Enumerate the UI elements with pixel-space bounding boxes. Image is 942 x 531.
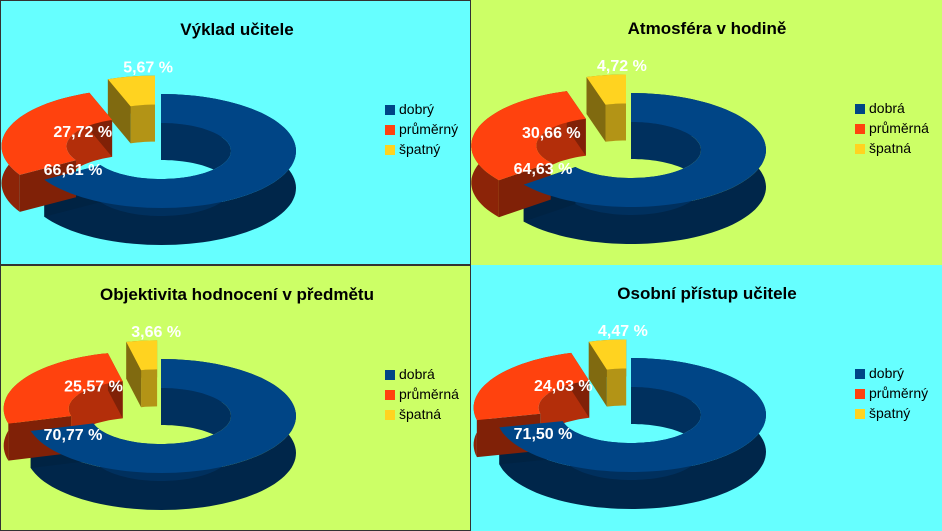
legend-swatch-slice-average <box>385 390 395 400</box>
legend-label-slice-poor: špatná <box>869 140 912 156</box>
slice-average-value-label: 27,72 % <box>53 124 113 141</box>
slice-good-value-label: 70,77 % <box>43 427 103 444</box>
slice-poor-value-label: 4,47 % <box>597 323 648 340</box>
legend-swatch-slice-poor <box>385 145 395 155</box>
donut-chart-svg <box>471 0 942 265</box>
slice-average-value-label: 25,57 % <box>64 378 123 396</box>
legend-swatch-slice-average <box>855 124 865 134</box>
legend-swatch-slice-average <box>855 389 865 399</box>
legend-label-slice-average: průměrný <box>869 385 929 401</box>
slice-good-value-label: 64,63 % <box>513 161 573 178</box>
legend-label-slice-poor: špatný <box>869 405 911 421</box>
chart-title: Atmosféra v hodině <box>627 19 787 38</box>
legend-swatch-slice-good <box>855 104 865 114</box>
chart-panel-atmosfera-v-hodine <box>471 0 942 265</box>
legend-swatch-slice-average <box>385 125 395 135</box>
legend-label-slice-good: dobrý <box>399 101 435 117</box>
donut-chart-svg <box>471 265 942 531</box>
legend-swatch-slice-good <box>385 370 395 380</box>
slice-poor-inner-wall <box>131 105 155 144</box>
chart-panel-objektivita-hodnoceni <box>0 265 471 531</box>
slice-good-value-label: 66,61 % <box>43 162 103 179</box>
legend-label-slice-average: průměrná <box>869 120 929 136</box>
slice-poor-value-label: 3,66 % <box>131 323 182 341</box>
slice-poor-value-label: 4,72 % <box>596 58 647 76</box>
legend-label-slice-good: dobrý <box>869 365 905 381</box>
chart-title: Osobní přístup učitele <box>617 284 797 303</box>
legend-label-slice-good: dobrá <box>869 100 905 116</box>
legend-swatch-slice-good <box>385 105 395 115</box>
slice-good-value-label: 71,50 % <box>513 426 573 443</box>
slice-average-value-label: 24,03 % <box>533 377 593 395</box>
donut-chart-svg <box>1 1 471 265</box>
chart-title: Výklad učitele <box>180 20 294 39</box>
legend-label-slice-poor: špatná <box>399 406 442 422</box>
legend-label-slice-poor: špatný <box>399 141 441 157</box>
chart-title: Objektivita hodnocení v předmětu <box>100 285 374 304</box>
donut-chart-svg <box>1 266 471 531</box>
legend-label-slice-average: průměrný <box>399 121 459 137</box>
legend-label-slice-average: průměrná <box>399 386 459 402</box>
slice-poor-value-label: 5,67 % <box>123 59 174 77</box>
legend-swatch-slice-poor <box>855 144 865 154</box>
legend-label-slice-good: dobrá <box>399 366 435 382</box>
legend-swatch-slice-poor <box>855 409 865 419</box>
slice-poor-inner-wall <box>141 369 157 407</box>
chart-panel-vyklad-ucitele <box>0 0 471 265</box>
slice-poor-inner-wall <box>606 104 627 142</box>
chart-panel-osobni-pristup <box>471 265 942 531</box>
legend-swatch-slice-poor <box>385 410 395 420</box>
legend-swatch-slice-good <box>855 369 865 379</box>
slice-poor-inner-wall <box>607 369 626 407</box>
slice-average-value-label: 30,66 % <box>521 124 581 142</box>
